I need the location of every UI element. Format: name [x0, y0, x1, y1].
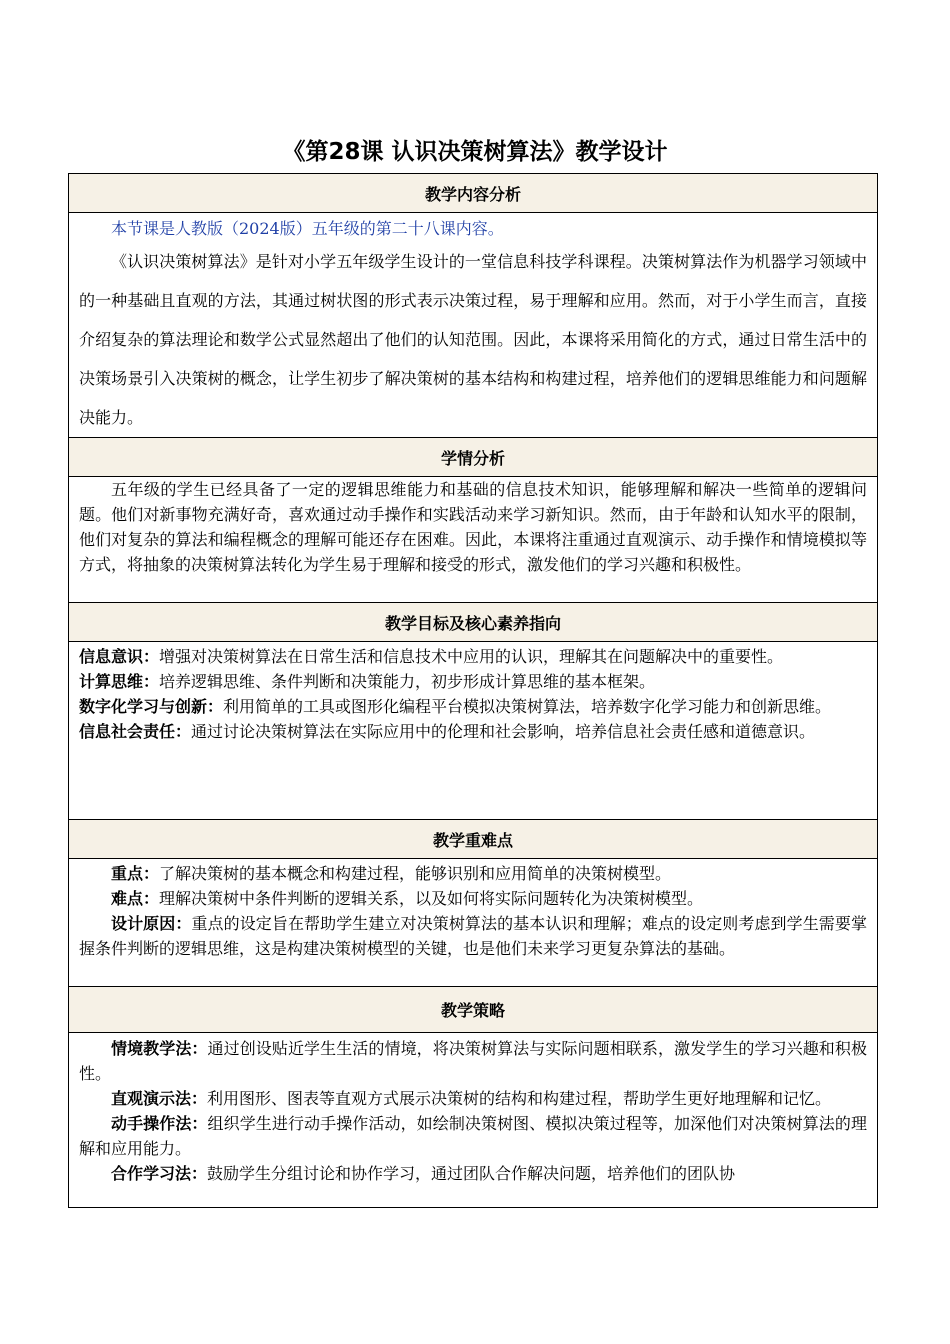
key-point-text: 理解决策树中条件判断的逻辑关系，以及如何将实际问题转化为决策树模型。 — [159, 889, 704, 908]
section-body-objectives — [69, 642, 878, 820]
key-point-label: 难点： — [111, 889, 160, 908]
strategy-label: 动手操作法： — [111, 1114, 208, 1133]
section-header-objectives — [69, 603, 878, 642]
section-body-strategies — [69, 1033, 878, 1208]
objective-text: 利用简单的工具或图形化编程平台模拟决策树算法，培养数字化学习能力和创新思维。 — [223, 697, 832, 716]
objective-text: 培养逻辑思维、条件判断和决策能力，初步形成计算思维的基本框架。 — [159, 672, 656, 691]
objective-text: 通过讨论决策树算法在实际应用中的伦理和社会影响，培养信息社会责任感和道德意识。 — [191, 722, 816, 741]
strategy-item — [79, 1086, 867, 1111]
key-point-item — [79, 911, 867, 961]
strategy-label: 情境教学法： — [111, 1039, 208, 1058]
strategy-item — [79, 1161, 867, 1186]
content-paragraph: 《认识决策树算法》是针对小学五年级学生设计的一堂信息科技学科课程。决策树算法作为机器学习领域中的一种基础且直观的方法，其通过树状图的形式表示决策过程，易于理解和应用。然而，对于小学生而言，直接介绍复杂的算法理论和数学公式显然超出了他们的认知范围。因此，本课将采用简化的方式，通过日常生活中的决策场景引入决策树的概念，让学生初步了解决策树的基本结构和构建过程，培养他们的逻辑思维能力和问题解决能力。 — [79, 252, 867, 427]
section-heading: 教学重难点 — [69, 820, 878, 859]
key-point-text: 重点的设定旨在帮助学生建立对决策树算法的基本认识和理解；难点的设定则考虑到学生需要掌握条件判断的逻辑思维，这是构建决策树模型的关键，也是他们未来学习更复杂算法的基础。 — [79, 914, 867, 958]
section-header-content-analysis — [69, 174, 878, 213]
document-title: 《第28课 认识决策树算法》教学设计 — [282, 139, 668, 165]
strategy-item — [79, 1111, 867, 1161]
section-heading: 教学目标及核心素养指向 — [69, 603, 878, 642]
section-header-strategies — [69, 987, 878, 1033]
key-point-label: 设计原因： — [111, 914, 192, 933]
strategy-text: 组织学生进行动手操作活动，如绘制决策树图、模拟决策过程等，加深他们对决策树算法的理解和应用能力。 — [79, 1114, 867, 1158]
objective-item — [79, 669, 867, 694]
strategy-item — [79, 1036, 867, 1086]
section-heading: 教学内容分析 — [69, 174, 878, 213]
objective-item — [79, 644, 867, 669]
section-header-key-points — [69, 820, 878, 859]
objective-label: 信息意识： — [79, 647, 160, 666]
objective-label: 计算思维： — [79, 672, 160, 691]
key-point-label: 重点： — [111, 864, 160, 883]
section-header-learner-analysis — [69, 438, 878, 477]
strategy-label: 直观演示法： — [111, 1089, 208, 1108]
lesson-plan-table — [68, 173, 878, 1208]
strategy-text: 鼓励学生分组讨论和协作学习，通过团队合作解决问题，培养他们的团队协 — [207, 1164, 736, 1183]
objective-item — [79, 719, 867, 744]
section-body-key-points — [69, 859, 878, 987]
learner-paragraph: 五年级的学生已经具备了一定的逻辑思维能力和基础的信息技术知识，能够理解和解决一些简单的逻辑问题。他们对新事物充满好奇，喜欢通过动手操作和实践活动来学习新知识。然而，由于年龄和认知水平的限制，他们对复杂的算法和编程概念的理解可能还存在困难。因此，本课将注重通过直观演示、动手操作和情境模拟等方式，将抽象的决策树算法转化为学生易于理解和接受的形式，激发他们的学习兴趣和积极性。 — [79, 480, 867, 574]
objective-label: 数字化学习与创新： — [79, 697, 224, 716]
key-point-item — [79, 886, 867, 911]
section-body-content-analysis — [69, 213, 878, 438]
key-point-text: 了解决策树的基本概念和构建过程，能够识别和应用简单的决策树模型。 — [159, 864, 672, 883]
section-heading: 教学策略 — [69, 987, 878, 1033]
objective-item — [79, 694, 867, 719]
section-heading: 学情分析 — [69, 438, 878, 477]
strategy-text: 通过创设贴近学生生活的情境，将决策树算法与实际问题相联系，激发学生的学习兴趣和积极性。 — [79, 1039, 867, 1083]
intro-paragraph: 本节课是人教版（2024版）五年级的第二十八课内容。 — [111, 219, 504, 238]
strategy-text: 利用图形、图表等直观方式展示决策树的结构和构建过程，帮助学生更好地理解和记忆。 — [207, 1089, 832, 1108]
objective-text: 增强对决策树算法在日常生活和信息技术中应用的认识，理解其在问题解决中的重要性。 — [159, 647, 784, 666]
key-point-item — [79, 861, 867, 886]
strategy-label: 合作学习法： — [111, 1164, 208, 1183]
section-body-learner-analysis — [69, 477, 878, 603]
objective-label: 信息社会责任： — [79, 722, 192, 741]
